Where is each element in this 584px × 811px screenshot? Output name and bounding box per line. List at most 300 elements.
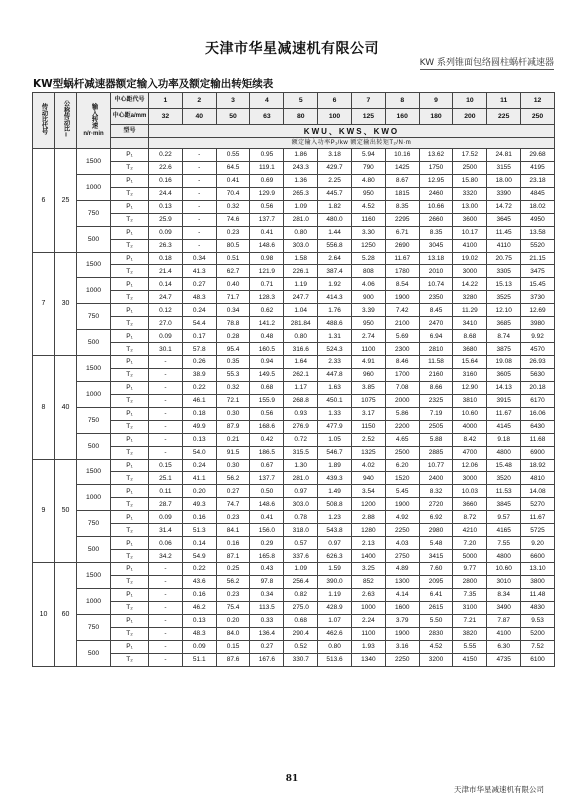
power-value: 0.69 xyxy=(250,174,284,187)
power-value: - xyxy=(149,433,183,446)
t2-symbol: T₂ xyxy=(111,213,149,226)
torque-value: 2300 xyxy=(385,343,419,356)
input-speed-cell: 500 xyxy=(77,433,111,459)
power-value: 8.46 xyxy=(385,356,419,369)
table-row xyxy=(33,459,555,472)
power-value: 0.42 xyxy=(250,433,284,446)
power-value: 0.25 xyxy=(216,563,250,576)
power-value: 11.48 xyxy=(521,588,555,601)
torque-value: 2095 xyxy=(419,575,453,588)
power-value: 1.92 xyxy=(318,278,352,291)
power-value: 12.10 xyxy=(487,304,521,317)
torque-value: 3010 xyxy=(487,575,521,588)
torque-value: 950 xyxy=(351,187,385,200)
torque-value: 3000 xyxy=(453,472,487,485)
torque-value: 49.3 xyxy=(182,498,216,511)
torque-value: 414.3 xyxy=(318,291,352,304)
torque-value: - xyxy=(149,575,183,588)
power-value: 4.52 xyxy=(351,200,385,213)
power-value: 0.56 xyxy=(250,407,284,420)
torque-value: 2325 xyxy=(419,394,453,407)
torque-value: 4000 xyxy=(453,420,487,433)
power-value: 5.55 xyxy=(453,640,487,653)
table-row xyxy=(33,433,555,446)
power-value: 1.19 xyxy=(284,278,318,291)
torque-value: 2160 xyxy=(419,368,453,381)
torque-value: 2500 xyxy=(385,446,419,459)
power-value: 0.16 xyxy=(149,174,183,187)
power-value: 11.67 xyxy=(487,407,521,420)
torque-value: 25.1 xyxy=(149,472,183,485)
center-distance-value-6: 100 xyxy=(318,109,352,125)
torque-value: 4100 xyxy=(453,239,487,252)
p1-symbol: P₁ xyxy=(111,563,149,576)
power-value: 5.50 xyxy=(419,614,453,627)
power-value: 7.20 xyxy=(453,537,487,550)
center-distance-value-8: 160 xyxy=(385,109,419,125)
power-value: 0.29 xyxy=(250,537,284,550)
power-value: 4.52 xyxy=(419,640,453,653)
torque-value: 74.7 xyxy=(216,498,250,511)
torque-value: 56.2 xyxy=(216,575,250,588)
t2-symbol: T₂ xyxy=(111,368,149,381)
torque-value: 5270 xyxy=(521,498,555,511)
torque-value: 1900 xyxy=(385,498,419,511)
torque-value: 56.2 xyxy=(216,472,250,485)
center-distance-code-5: 5 xyxy=(284,93,318,109)
power-value: 6.20 xyxy=(385,459,419,472)
torque-value: 24.4 xyxy=(149,187,183,200)
torque-value: 48.3 xyxy=(182,627,216,640)
power-value: 13.00 xyxy=(453,200,487,213)
torque-value: 3645 xyxy=(487,213,521,226)
power-value: 0.68 xyxy=(284,614,318,627)
torque-value: 960 xyxy=(351,368,385,381)
power-value: 19.08 xyxy=(487,356,521,369)
power-value: 1.33 xyxy=(318,407,352,420)
torque-value: 3875 xyxy=(487,343,521,356)
torque-value: 24.7 xyxy=(149,291,183,304)
t2-symbol: T₂ xyxy=(111,446,149,459)
ratio-code-cell: 8 xyxy=(33,356,55,460)
power-value: 10.66 xyxy=(419,200,453,213)
power-value: 10.77 xyxy=(419,459,453,472)
torque-value: 75.4 xyxy=(216,601,250,614)
torque-value: 136.4 xyxy=(250,627,284,640)
power-value: 1.44 xyxy=(318,226,352,239)
torque-value: 25.9 xyxy=(149,213,183,226)
ratio-code-header: 传动比代号 xyxy=(33,93,55,149)
torque-value: 330.7 xyxy=(284,653,318,666)
torque-value: 3800 xyxy=(521,575,555,588)
torque-value: 6100 xyxy=(521,653,555,666)
power-value: 0.23 xyxy=(216,511,250,524)
p1-symbol: P₁ xyxy=(111,614,149,627)
power-value: 10.74 xyxy=(419,278,453,291)
p1-symbol: P₁ xyxy=(111,252,149,265)
power-value: - xyxy=(149,640,183,653)
torque-value: 808 xyxy=(351,265,385,278)
torque-value: 1400 xyxy=(351,550,385,563)
power-value: 11.53 xyxy=(487,485,521,498)
torque-value: 70.4 xyxy=(216,187,250,200)
power-value: 14.08 xyxy=(521,485,555,498)
torque-value: - xyxy=(149,653,183,666)
t2-symbol: T₂ xyxy=(111,291,149,304)
torque-value: 2100 xyxy=(385,317,419,330)
power-value: 29.68 xyxy=(521,149,555,162)
torque-value: 3200 xyxy=(419,653,453,666)
power-value: 9.18 xyxy=(487,433,521,446)
power-value: 9.53 xyxy=(521,614,555,627)
power-value: 10.60 xyxy=(453,407,487,420)
nominal-ratio-cell: 25 xyxy=(55,149,77,253)
torque-value: 6600 xyxy=(521,550,555,563)
torque-value: 1100 xyxy=(351,343,385,356)
input-speed-cell: 1000 xyxy=(77,485,111,511)
torque-value: 445.7 xyxy=(318,187,352,200)
table-row xyxy=(33,524,555,537)
torque-value: 3390 xyxy=(487,187,521,200)
torque-value: 2500 xyxy=(453,161,487,174)
series-title: KW 系列锥面包络圆柱蜗杆减速器 xyxy=(420,55,554,70)
torque-value: - xyxy=(149,627,183,640)
power-value: 8.34 xyxy=(487,588,521,601)
torque-value: 337.6 xyxy=(284,550,318,563)
power-value: 8.72 xyxy=(453,511,487,524)
power-value: 4.92 xyxy=(385,511,419,524)
table-row xyxy=(33,601,555,614)
power-value: 0.32 xyxy=(216,200,250,213)
table-row xyxy=(33,575,555,588)
torque-value: 262.1 xyxy=(284,368,318,381)
center-distance-value-9: 180 xyxy=(419,109,453,125)
torque-value: 1325 xyxy=(351,446,385,459)
power-value: 9.20 xyxy=(521,537,555,550)
torque-value: 1150 xyxy=(351,420,385,433)
torque-value: - xyxy=(182,161,216,174)
torque-value: 3000 xyxy=(453,265,487,278)
power-value: 5.88 xyxy=(419,433,453,446)
torque-value: 4570 xyxy=(521,343,555,356)
center-distance-value-3: 50 xyxy=(216,109,250,125)
p1-symbol: P₁ xyxy=(111,278,149,291)
power-value: 0.41 xyxy=(216,174,250,187)
power-value: 0.50 xyxy=(250,485,284,498)
center-distance-value-10: 200 xyxy=(453,109,487,125)
torque-value: 2010 xyxy=(419,265,453,278)
torque-value: 141.2 xyxy=(250,317,284,330)
center-distance-code-7: 7 xyxy=(351,93,385,109)
power-value: 0.16 xyxy=(216,537,250,550)
power-value: 3.30 xyxy=(351,226,385,239)
model-label: 型号 xyxy=(111,125,149,138)
power-value: - xyxy=(149,588,183,601)
torque-value: 276.9 xyxy=(284,420,318,433)
input-speed-cell: 500 xyxy=(77,330,111,356)
power-value: 3.18 xyxy=(318,149,352,162)
torque-value: 78.8 xyxy=(216,317,250,330)
torque-value: 5000 xyxy=(453,550,487,563)
torque-value: 2810 xyxy=(419,343,453,356)
torque-value: 6900 xyxy=(521,446,555,459)
torque-value: 3810 xyxy=(453,394,487,407)
input-speed-cell: 500 xyxy=(77,640,111,666)
power-value: 1.09 xyxy=(284,563,318,576)
power-value: 0.35 xyxy=(216,356,250,369)
torque-value: 5200 xyxy=(521,627,555,640)
torque-value: 3045 xyxy=(419,239,453,252)
t2-symbol: T₂ xyxy=(111,653,149,666)
company-title: 天津市华星减速机有限公司 xyxy=(205,41,379,57)
power-value: 14.13 xyxy=(487,381,521,394)
torque-value: 281.0 xyxy=(284,472,318,485)
power-value: 3.54 xyxy=(351,485,385,498)
torque-value: 3520 xyxy=(487,472,521,485)
table-row xyxy=(33,511,555,524)
power-value: 1.86 xyxy=(284,149,318,162)
power-value: 11.29 xyxy=(453,304,487,317)
power-value: 0.56 xyxy=(250,200,284,213)
center-distance-code-8: 8 xyxy=(385,93,419,109)
power-value: - xyxy=(149,356,183,369)
input-speed-cell: 1500 xyxy=(77,563,111,589)
power-value: 4.91 xyxy=(351,356,385,369)
power-value: 2.13 xyxy=(351,537,385,550)
torque-value: 4845 xyxy=(521,187,555,200)
power-value: 0.12 xyxy=(149,304,183,317)
power-value: 3.39 xyxy=(351,304,385,317)
power-value: 15.48 xyxy=(487,459,521,472)
power-value: 0.13 xyxy=(182,614,216,627)
torque-value: 137.7 xyxy=(250,213,284,226)
p1-symbol: P₁ xyxy=(111,640,149,653)
torque-value: 3730 xyxy=(521,291,555,304)
power-value: 2.25 xyxy=(318,174,352,187)
torque-value: 1340 xyxy=(351,653,385,666)
power-value: 10.03 xyxy=(453,485,487,498)
power-value: 8.66 xyxy=(419,381,453,394)
center-distance-value-7: 125 xyxy=(351,109,385,125)
table-row xyxy=(33,317,555,330)
power-value: 0.94 xyxy=(250,356,284,369)
input-speed-cell: 750 xyxy=(77,304,111,330)
power-value: 6.30 xyxy=(487,640,521,653)
power-value: 4.65 xyxy=(385,433,419,446)
power-value: 0.72 xyxy=(284,433,318,446)
torque-value: 2885 xyxy=(419,446,453,459)
torque-value: 84.1 xyxy=(216,524,250,537)
torque-value: 97.8 xyxy=(250,575,284,588)
torque-value: 387.4 xyxy=(318,265,352,278)
torque-value: 156.0 xyxy=(250,524,284,537)
torque-value: 4830 xyxy=(521,601,555,614)
torque-value: 121.9 xyxy=(250,265,284,278)
torque-value: 5630 xyxy=(521,368,555,381)
torque-value: 243.3 xyxy=(284,161,318,174)
torque-value: 2250 xyxy=(385,653,419,666)
torque-value: 462.6 xyxy=(318,627,352,640)
power-value: 8.67 xyxy=(385,174,419,187)
power-value: 8.42 xyxy=(453,433,487,446)
torque-value: 3160 xyxy=(453,368,487,381)
power-value: 0.78 xyxy=(284,511,318,524)
power-value: 12.95 xyxy=(419,174,453,187)
torque-value: - xyxy=(182,239,216,252)
power-value: 0.26 xyxy=(182,356,216,369)
power-value: 0.40 xyxy=(216,278,250,291)
power-value: 1.36 xyxy=(284,174,318,187)
t2-symbol: T₂ xyxy=(111,524,149,537)
p1-symbol: P₁ xyxy=(111,381,149,394)
torque-value: 148.6 xyxy=(250,239,284,252)
power-value: 13.10 xyxy=(521,563,555,576)
torque-value: 137.7 xyxy=(250,472,284,485)
torque-value: 790 xyxy=(351,161,385,174)
power-value: 5.45 xyxy=(385,485,419,498)
power-value: 4.89 xyxy=(385,563,419,576)
power-value: 0.71 xyxy=(250,278,284,291)
ratio-code-cell: 9 xyxy=(33,459,55,563)
page-number: 81 xyxy=(285,774,299,784)
power-value: 8.35 xyxy=(385,200,419,213)
torque-value: 546.7 xyxy=(318,446,352,459)
torque-value: 626.3 xyxy=(318,550,352,563)
power-value: 3.25 xyxy=(351,563,385,576)
torque-value: 87.6 xyxy=(216,653,250,666)
torque-value: 3490 xyxy=(487,601,521,614)
torque-value: 3600 xyxy=(453,213,487,226)
power-value: 7.87 xyxy=(487,614,521,627)
power-value: 7.21 xyxy=(453,614,487,627)
torque-value: 1300 xyxy=(385,575,419,588)
torque-value: 3915 xyxy=(487,394,521,407)
power-value: 7.35 xyxy=(453,588,487,601)
power-value: 0.34 xyxy=(182,252,216,265)
power-value: 11.67 xyxy=(521,511,555,524)
torque-value: 3155 xyxy=(487,161,521,174)
power-value: 6.41 xyxy=(419,588,453,601)
power-value: 0.80 xyxy=(284,330,318,343)
torque-value: 64.5 xyxy=(216,161,250,174)
power-value: 18.92 xyxy=(521,459,555,472)
power-value: 0.09 xyxy=(149,226,183,239)
torque-value: 1000 xyxy=(351,601,385,614)
torque-value: - xyxy=(149,601,183,614)
torque-value: 1815 xyxy=(385,187,419,200)
power-value: 0.20 xyxy=(216,614,250,627)
power-value: 10.60 xyxy=(487,563,521,576)
table-row xyxy=(33,252,555,265)
torque-value: 128.3 xyxy=(250,291,284,304)
t2-symbol: T₂ xyxy=(111,575,149,588)
table-row xyxy=(33,640,555,653)
torque-value: 113.5 xyxy=(250,601,284,614)
torque-value: 2400 xyxy=(419,472,453,485)
torque-value: 900 xyxy=(351,291,385,304)
table-row xyxy=(33,550,555,563)
torque-value: 2295 xyxy=(385,213,419,226)
power-value: 0.82 xyxy=(284,588,318,601)
power-value: 1.30 xyxy=(284,459,318,472)
power-value: 13.58 xyxy=(521,226,555,239)
torque-value: 303.0 xyxy=(284,239,318,252)
torque-value: 4110 xyxy=(487,239,521,252)
torque-value: 5520 xyxy=(521,239,555,252)
torque-value: 155.9 xyxy=(250,394,284,407)
torque-value: 186.5 xyxy=(250,446,284,459)
power-value: 10.17 xyxy=(453,226,487,239)
power-value: 15.80 xyxy=(453,174,487,187)
torque-value: - xyxy=(182,187,216,200)
torque-value: 480.0 xyxy=(318,213,352,226)
input-speed-cell: 1000 xyxy=(77,278,111,304)
table-row xyxy=(33,343,555,356)
power-value: 6.92 xyxy=(419,511,453,524)
power-value: 0.52 xyxy=(284,640,318,653)
power-value: 2.74 xyxy=(351,330,385,343)
power-value: 0.67 xyxy=(250,459,284,472)
power-value: 0.17 xyxy=(182,330,216,343)
power-value: 0.98 xyxy=(250,252,284,265)
power-value: 1.19 xyxy=(318,588,352,601)
rating-table xyxy=(32,92,555,667)
table-row xyxy=(33,174,555,187)
torque-value: 3320 xyxy=(453,187,487,200)
p1-symbol: P₁ xyxy=(111,226,149,239)
torque-value: 41.1 xyxy=(182,472,216,485)
power-value: 2.33 xyxy=(318,356,352,369)
torque-value: - xyxy=(149,394,183,407)
power-value: 10.16 xyxy=(385,149,419,162)
torque-value: 4950 xyxy=(521,213,555,226)
torque-value: 2200 xyxy=(385,420,419,433)
torque-value: 3820 xyxy=(453,627,487,640)
power-value: 1.76 xyxy=(318,304,352,317)
torque-value: 3475 xyxy=(521,265,555,278)
power-value: - xyxy=(182,149,216,162)
center-distance-code-9: 9 xyxy=(419,93,453,109)
power-value: 0.97 xyxy=(318,537,352,550)
power-value: 1.64 xyxy=(284,356,318,369)
table-row xyxy=(33,381,555,394)
input-speed-cell: 500 xyxy=(77,226,111,252)
torque-value: 41.3 xyxy=(182,265,216,278)
power-value: 1.49 xyxy=(318,485,352,498)
torque-value: 508.8 xyxy=(318,498,352,511)
power-value: 1.63 xyxy=(318,381,352,394)
table-row xyxy=(33,200,555,213)
torque-value: 4195 xyxy=(521,161,555,174)
torque-value: 1700 xyxy=(385,368,419,381)
torque-value: 275.0 xyxy=(284,601,318,614)
table-row xyxy=(33,368,555,381)
power-value: 0.30 xyxy=(216,459,250,472)
torque-value: 268.8 xyxy=(284,394,318,407)
center-distance-code-4: 4 xyxy=(250,93,284,109)
power-value: 0.27 xyxy=(182,278,216,291)
torque-value: 3525 xyxy=(487,291,521,304)
center-distance-code-3: 3 xyxy=(216,93,250,109)
power-value: 0.18 xyxy=(182,407,216,420)
center-distance-code-1: 1 xyxy=(149,93,183,109)
power-value: 0.41 xyxy=(250,226,284,239)
torque-value: - xyxy=(149,420,183,433)
power-value: 0.28 xyxy=(216,330,250,343)
torque-value: 428.9 xyxy=(318,601,352,614)
torque-value: 3305 xyxy=(487,265,521,278)
power-value: 15.45 xyxy=(521,278,555,291)
